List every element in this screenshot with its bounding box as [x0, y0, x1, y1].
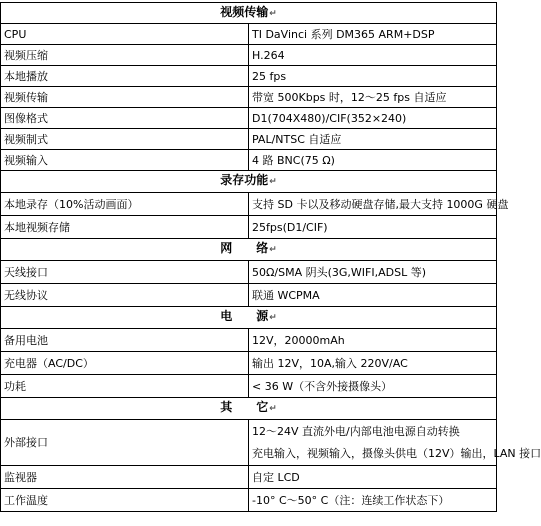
table-row — [1, 24, 497, 45]
spec-table — [0, 2, 541, 512]
table-row — [1, 420, 497, 466]
row-label: 图像格式 — [1, 108, 249, 129]
table-row — [1, 284, 497, 307]
paragraph-mark-icon: ↵ — [269, 404, 277, 414]
row-value: 联通 WCPMA — [249, 284, 497, 307]
table-row — [1, 329, 497, 352]
row-value: H.264 — [249, 45, 497, 66]
row-value: 50Ω/SMA 阴头(3G,WIFI,ADSL 等) — [249, 261, 497, 284]
table-row — [1, 66, 497, 87]
section-title: 录存功能 — [220, 173, 269, 187]
table-row — [1, 193, 497, 216]
row-label: CPU — [1, 24, 249, 45]
row-value: 自定 LCD — [249, 466, 497, 489]
row-value: 12V，20000mAh — [249, 329, 497, 352]
row-label: 视频输入 — [1, 150, 249, 171]
row-value — [249, 420, 541, 466]
table-row — [1, 489, 497, 512]
row-label: 外部接口 — [1, 420, 249, 466]
table-row — [1, 129, 497, 150]
section-title: 电 源 — [220, 309, 269, 323]
row-label: 本地播放 — [1, 66, 249, 87]
paragraph-mark-icon: ↵ — [269, 8, 277, 19]
row-label: 工作温度 — [1, 489, 249, 512]
table-row — [1, 45, 497, 66]
section-header-other — [1, 398, 497, 420]
row-label: 功耗 — [1, 375, 249, 398]
row-value-line-1: 12～24V 直流外电/内部电池电源自动转换 — [252, 424, 460, 438]
section-title: 其 它 — [220, 400, 269, 414]
row-label: 备用电池 — [1, 329, 249, 352]
row-value: TI DaVinci 系列 DM365 ARM+DSP — [249, 24, 497, 45]
paragraph-mark-icon: ↵ — [269, 177, 277, 187]
table-row — [1, 108, 497, 129]
row-value: 支持 SD 卡以及移动硬盘存储,最大支持 1000G 硬盘 — [249, 193, 497, 216]
row-label: 本地视频存储 — [1, 216, 249, 239]
row-label: 充电器（AC/DC） — [1, 352, 249, 375]
row-value: < 36 W（不含外接摄像头） — [249, 375, 497, 398]
section-header-recording — [1, 171, 497, 193]
row-label: 视频压缩 — [1, 45, 249, 66]
row-value: 输出 12V，10A,输入 220V/AC — [249, 352, 497, 375]
row-label: 本地录存（10%活动画面） — [1, 193, 249, 216]
row-value: -10° C～50° C（注：连续工作状态下） — [249, 489, 497, 512]
table-row — [1, 466, 497, 489]
row-value: D1(704X480)/CIF(352×240) — [249, 108, 497, 129]
table-row — [1, 352, 497, 375]
row-label: 视频制式 — [1, 129, 249, 150]
table-row — [1, 87, 497, 108]
row-label: 视频传输 — [1, 87, 249, 108]
section-header-network — [1, 239, 497, 261]
row-label: 天线接口 — [1, 261, 249, 284]
section-title: 视频传输 — [220, 4, 269, 19]
row-label: 无线协议 — [1, 284, 249, 307]
paragraph-mark-icon: ↵ — [269, 245, 277, 255]
row-value-line-2: 充电输入，视频输入，摄像头供电（12V）输出，LAN 接口 — [252, 446, 541, 460]
table-row — [1, 216, 497, 239]
table-row — [1, 375, 497, 398]
row-value: 25fps(D1/CIF) — [249, 216, 497, 239]
table-row — [1, 261, 497, 284]
row-value: 4 路 BNC(75 Ω) — [249, 150, 497, 171]
row-label: 监视器 — [1, 466, 249, 489]
paragraph-mark-icon: ↵ — [269, 313, 277, 323]
row-value: 带宽 500Kbps 时，12～25 fps 自适应 — [249, 87, 497, 108]
section-header-power — [1, 307, 497, 329]
table-row — [1, 150, 497, 171]
row-value: PAL/NTSC 自适应 — [249, 129, 497, 150]
section-header-video-transmission — [1, 3, 497, 24]
row-value: 25 fps — [249, 66, 497, 87]
section-title: 网 络 — [220, 241, 269, 255]
